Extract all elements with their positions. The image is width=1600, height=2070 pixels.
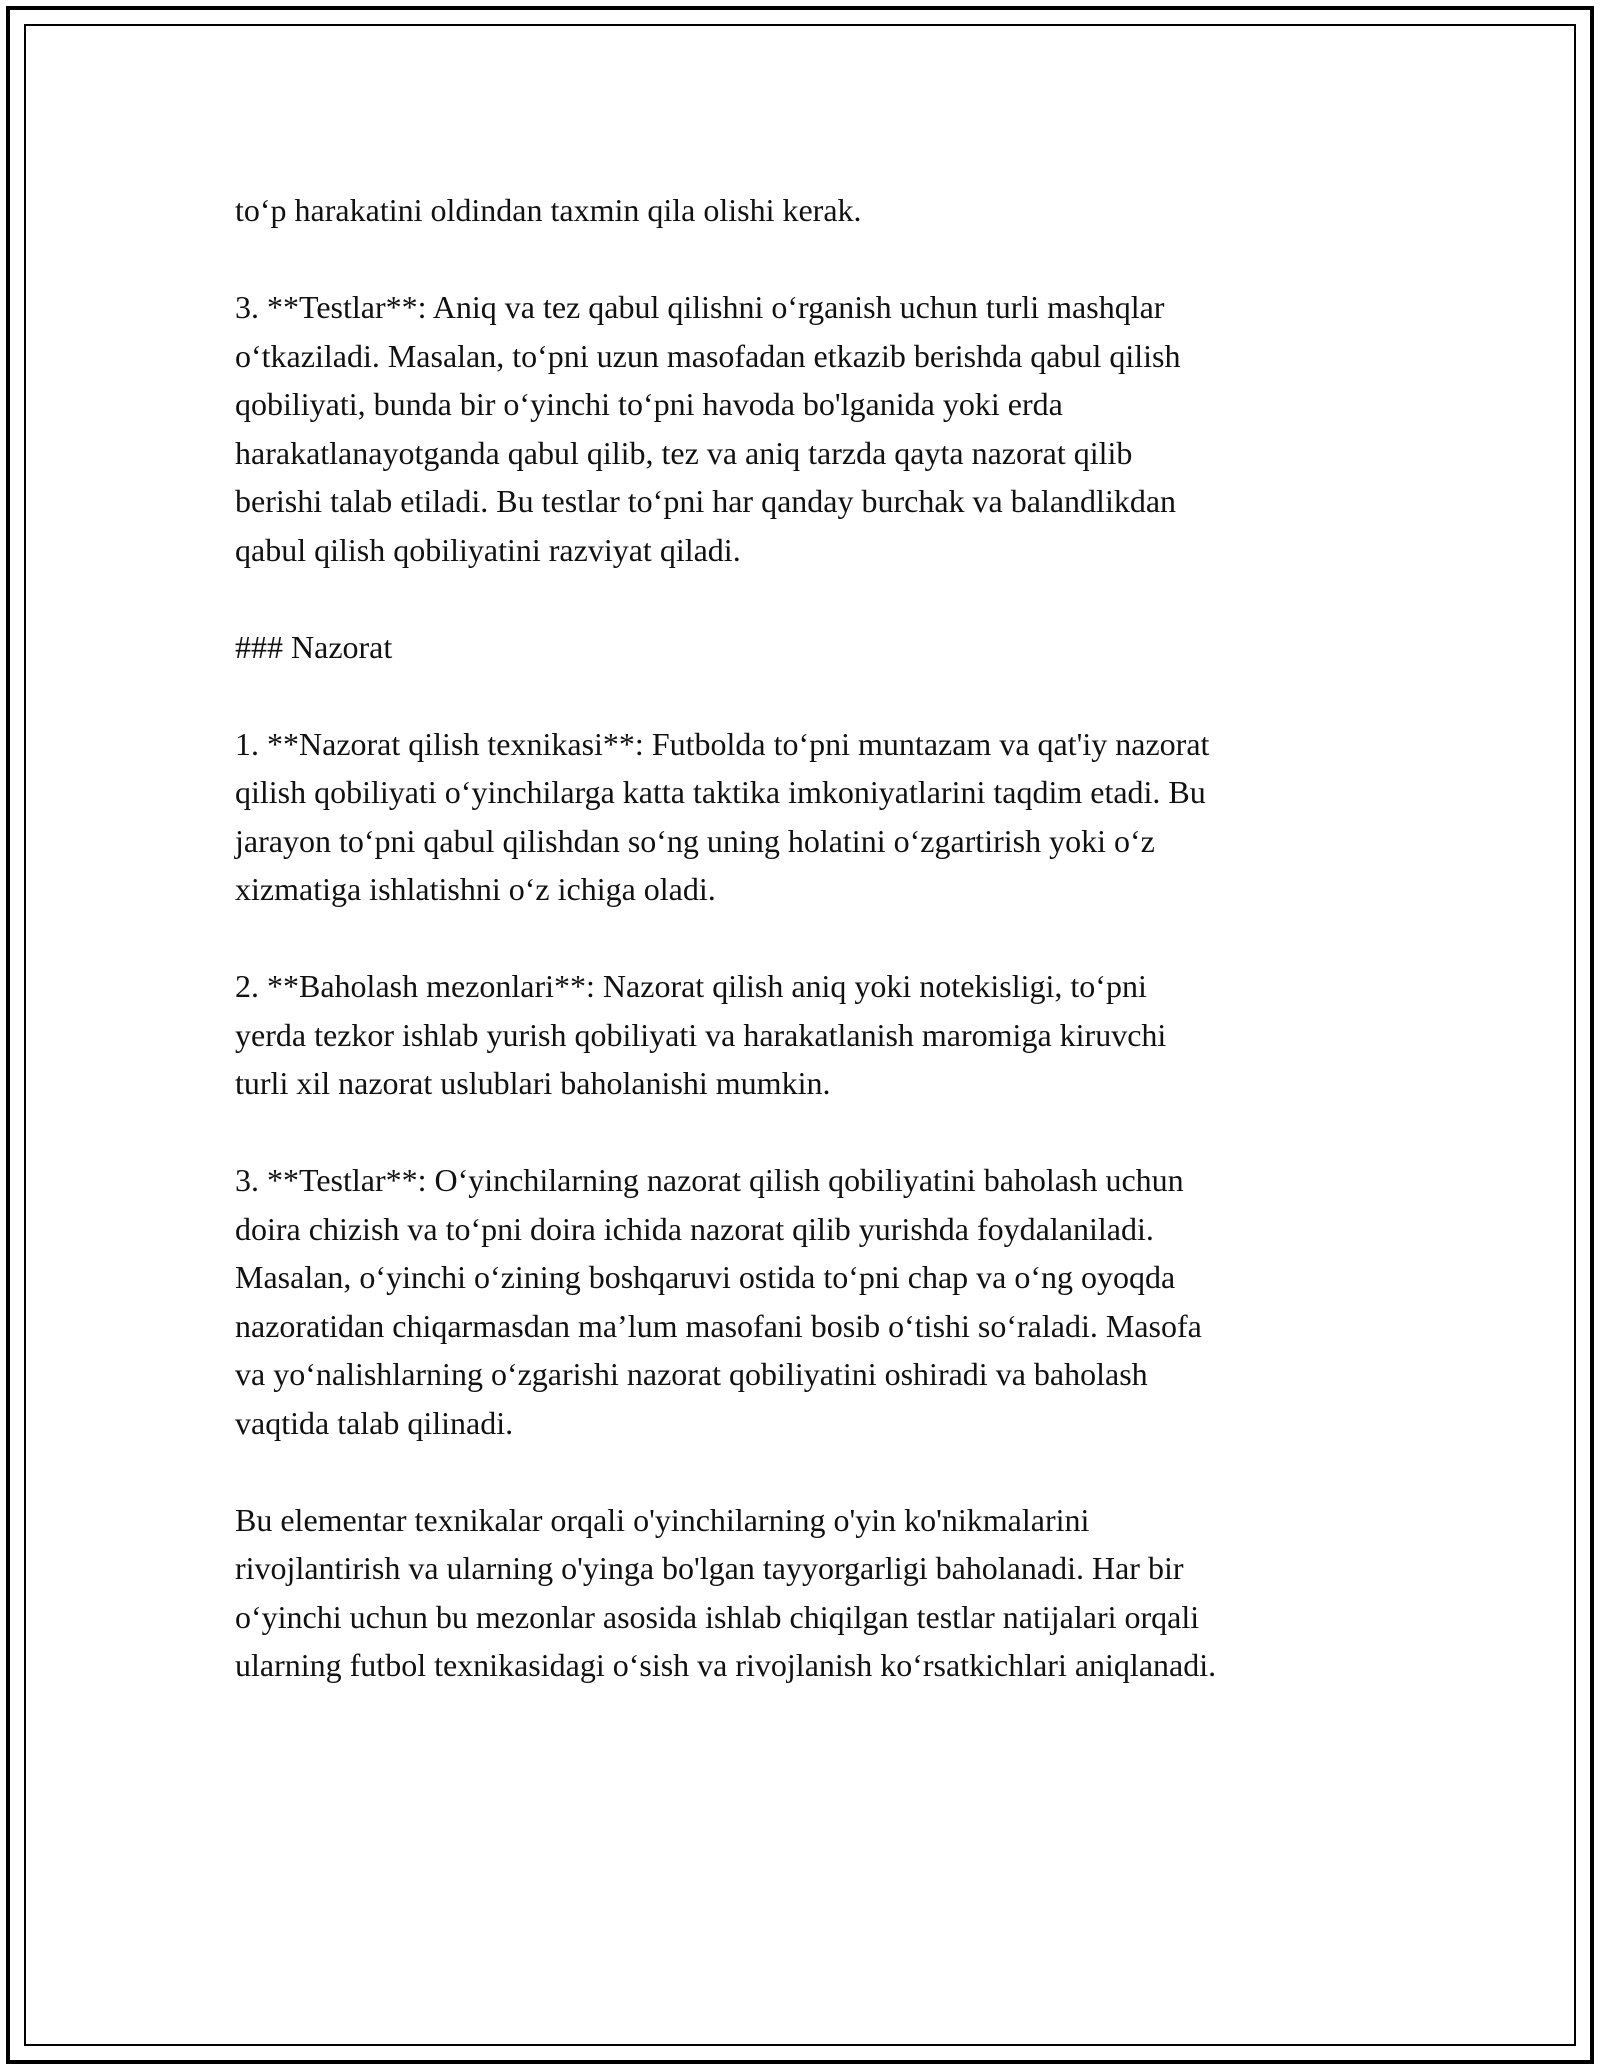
paragraph-conclusion: Bu elementar texnikalar orqali o'yinchilarning o'yin ko'nikmalarini rivojlantirish va ularning o'yinga bo'lgan tayyorgarligi baholanadi. Har bir o‘yinchi uchun bu mezonlar asosida ishlab chiqilgan testlar natijalari orqali ularning futbol texnikasidagi o‘sish va rivojlanish ko‘rsatkichlari aniqlanadi. (235, 1501, 1217, 1683)
document-body (235, 186, 1375, 1738)
paragraph-continuation: to‘p harakatini oldindan taxmin qila olishi kerak. (235, 192, 862, 228)
paragraph-testlar-nazorat: 3. **Testlar**: O‘yinchilarning nazorat qilish qobiliyatini baholash uchun doira chizish va to‘pni doira ichida nazorat qilib yurishda foydalaniladi. Masalan, o‘yinchi o‘zining boshqaruvi ostida to‘pni chap va o‘ng oyoqda nazoratidan chiqarmasdan ma’lum masofani bosib o‘tishi so‘raladi. Masofa va yo‘nalishlarning o‘zgarishi nazorat qobiliyatini oshiradi va baholash vaqtida talab qilinadi. (235, 1162, 1202, 1441)
paragraph-nazorat-texnikasi: 1. **Nazorat qilish texnikasi**: Futbolda to‘pni muntazam va qat'iy nazorat qilish qobiliyati o‘yinchilarga katta taktika imkoniyatlarini taqdim etadi. Bu jarayon to‘pni qabul qilishdan so‘ng uning holatini o‘zgartirish yoki o‘z xizmatiga ishlatishni o‘z ichiga oladi. (235, 725, 1210, 907)
paragraph-baholash-mezonlari: 2. **Baholash mezonlari**: Nazorat qilish aniq yoki notekisligi, to‘pni yerda tezkor ishlab yurish qobiliyati va harakatlanish maromiga kiruvchi turli xil nazorat uslublari baholanishi mumkin. (235, 968, 1167, 1101)
section-heading-nazorat: ### Nazorat (235, 628, 393, 665)
paragraph-testlar-qabul: 3. **Testlar**: Aniq va tez qabul qilishni o‘rganish uchun turli mashqlar o‘tkaziladi. Masalan, to‘pni uzun masofadan etkazib berishda qabul qilish qobiliyati, bunda bir o‘yinchi to‘pni havoda bo'lganida yoki erda harakatlanayotganda qabul qilib, tez va aniq tarzda qayta nazorat qilib berishi talab etiladi. Bu testlar to‘pni har qanday burchak va balandlikdan qabul qilish qobiliyatini razviyat qiladi. (235, 289, 1181, 568)
